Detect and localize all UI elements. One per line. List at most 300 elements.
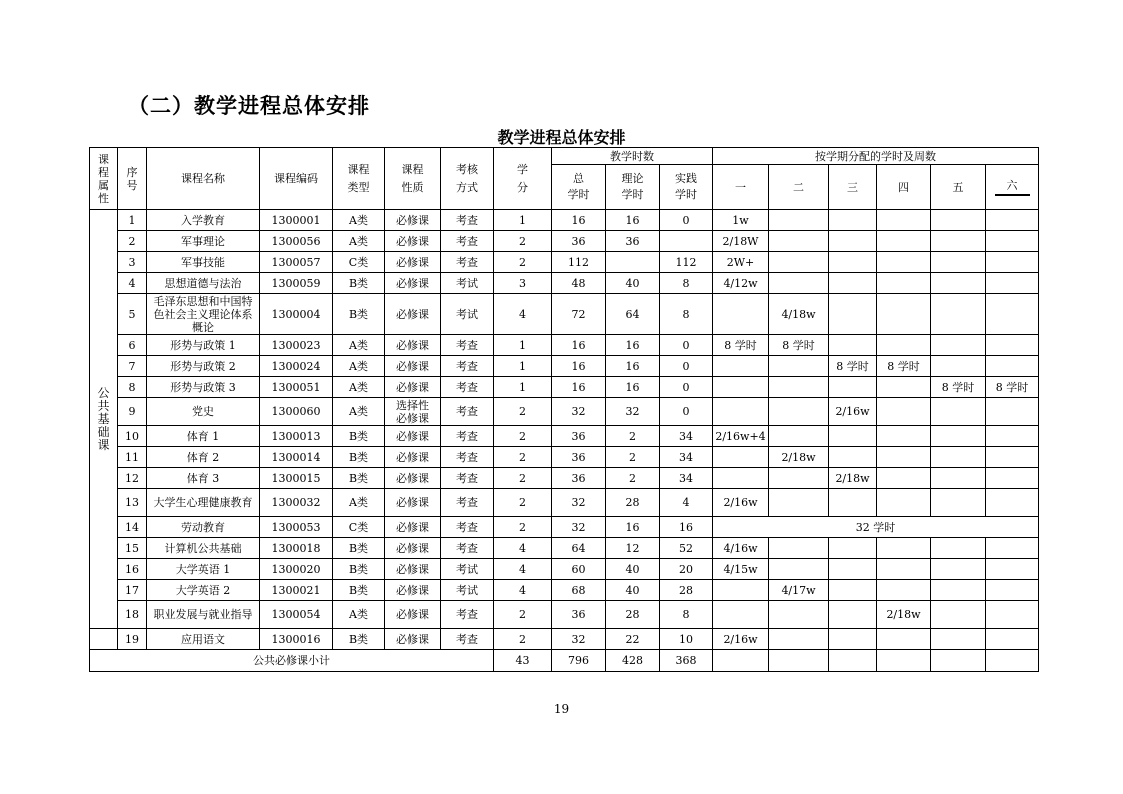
table-row [90, 273, 1039, 294]
semester-1-cell [713, 447, 769, 468]
semester-5-cell [931, 629, 986, 650]
course-code-cell: 1300024 [260, 356, 333, 377]
subtotal-theory-hours: 428 [606, 650, 660, 672]
semester-3-cell [829, 489, 877, 517]
semester-3-cell [829, 377, 877, 398]
table-row [90, 559, 1039, 580]
course-name-cell: 体育 1 [147, 426, 260, 447]
table-row [90, 398, 1039, 426]
semester-5-cell [931, 468, 986, 489]
semester-5-cell [931, 489, 986, 517]
total-hours-cell: 32 [552, 517, 606, 538]
header-assessment: 考核 方式 [441, 148, 494, 210]
course-name-cell: 体育 3 [147, 468, 260, 489]
subtotal-practice-hours: 368 [660, 650, 713, 672]
total-hours-cell: 68 [552, 580, 606, 601]
practice-hours-cell: 0 [660, 335, 713, 356]
course-name-cell: 毛泽东思想和中国特色社会主义理论体系概论 [147, 294, 260, 335]
table-row [90, 517, 1039, 538]
assessment-cell: 考查 [441, 252, 494, 273]
credits-cell: 4 [494, 580, 552, 601]
course-nature-cell: 必修课 [385, 252, 441, 273]
semester-3-cell [829, 294, 877, 335]
semester-2-cell [769, 559, 829, 580]
theory-hours-cell: 12 [606, 538, 660, 559]
subtotal-row [90, 650, 1039, 672]
semester-1-cell: 2/16w+4 [713, 426, 769, 447]
semester-6-cell [986, 468, 1039, 489]
course-name-cell: 大学生心理健康教育 [147, 489, 260, 517]
theory-hours-cell: 16 [606, 517, 660, 538]
course-nature-cell: 必修课 [385, 517, 441, 538]
semester-3-cell [829, 601, 877, 629]
semester-3-cell [829, 231, 877, 252]
theory-hours-cell: 36 [606, 231, 660, 252]
table-row [90, 601, 1039, 629]
seq-cell: 10 [118, 426, 147, 447]
table-row [90, 294, 1039, 335]
course-code-cell: 1300059 [260, 273, 333, 294]
semester-5-cell [931, 231, 986, 252]
course-nature-cell: 必修课 [385, 377, 441, 398]
course-nature-cell: 必修课 [385, 580, 441, 601]
semester-4-cell [877, 294, 931, 335]
course-code-cell: 1300054 [260, 601, 333, 629]
header-practice-hours: 实践 学时 [660, 165, 713, 210]
total-hours-cell: 16 [552, 335, 606, 356]
practice-hours-cell: 0 [660, 398, 713, 426]
credits-cell: 2 [494, 398, 552, 426]
total-hours-cell: 60 [552, 559, 606, 580]
semester-1-cell [713, 377, 769, 398]
semester-1-cell: 4/16w [713, 538, 769, 559]
course-name-cell: 形势与政策 2 [147, 356, 260, 377]
seq-cell: 18 [118, 601, 147, 629]
course-name-cell: 劳动教育 [147, 517, 260, 538]
semester-4-cell [877, 231, 931, 252]
course-code-cell: 1300001 [260, 210, 333, 231]
semester-4-cell [877, 398, 931, 426]
theory-hours-cell: 40 [606, 580, 660, 601]
category-cell-empty [90, 629, 118, 650]
course-nature-cell: 必修课 [385, 273, 441, 294]
header-semester-group: 按学期分配的学时及周数 [713, 148, 1039, 165]
credits-cell: 3 [494, 273, 552, 294]
assessment-cell: 考查 [441, 489, 494, 517]
semester-5-cell [931, 426, 986, 447]
practice-hours-cell: 0 [660, 377, 713, 398]
semester-6-cell [986, 210, 1039, 231]
header-course-code: 课程编码 [260, 148, 333, 210]
semester-5-cell [931, 447, 986, 468]
semester-5-cell [931, 294, 986, 335]
subtotal-credits: 43 [494, 650, 552, 672]
credits-cell: 2 [494, 447, 552, 468]
seq-cell: 13 [118, 489, 147, 517]
course-code-cell: 1300056 [260, 231, 333, 252]
theory-hours-cell: 22 [606, 629, 660, 650]
header-semester-1: 一 [713, 165, 769, 210]
semester-4-cell [877, 252, 931, 273]
course-name-cell: 入学教育 [147, 210, 260, 231]
seq-cell: 11 [118, 447, 147, 468]
semester-4-cell [877, 426, 931, 447]
credits-cell: 2 [494, 468, 552, 489]
credits-cell: 2 [494, 489, 552, 517]
seq-cell: 16 [118, 559, 147, 580]
total-hours-cell: 64 [552, 538, 606, 559]
practice-hours-cell: 8 [660, 273, 713, 294]
semester-merged-cell: 32 学时 [713, 517, 1039, 538]
semester-1-cell: 4/15w [713, 559, 769, 580]
seq-cell: 7 [118, 356, 147, 377]
total-hours-cell: 48 [552, 273, 606, 294]
semester-3-cell [829, 210, 877, 231]
seq-cell: 15 [118, 538, 147, 559]
credits-cell: 4 [494, 559, 552, 580]
subtotal-semester-1-cell [713, 650, 769, 672]
credits-cell: 1 [494, 356, 552, 377]
course-type-cell: B类 [333, 538, 385, 559]
subtotal-semester-5-cell [931, 650, 986, 672]
total-hours-cell: 36 [552, 601, 606, 629]
practice-hours-cell: 112 [660, 252, 713, 273]
semester-2-cell: 4/18w [769, 294, 829, 335]
course-code-cell: 1300004 [260, 294, 333, 335]
semester-1-cell: 1w [713, 210, 769, 231]
course-code-cell: 1300032 [260, 489, 333, 517]
assessment-cell: 考试 [441, 559, 494, 580]
semester-6-cell [986, 294, 1039, 335]
semester-1-cell [713, 580, 769, 601]
subtotal-semester-6-cell [986, 650, 1039, 672]
course-type-cell: B类 [333, 468, 385, 489]
theory-hours-cell: 16 [606, 335, 660, 356]
course-code-cell: 1300057 [260, 252, 333, 273]
credits-cell: 2 [494, 517, 552, 538]
credits-cell: 4 [494, 294, 552, 335]
course-type-cell: A类 [333, 335, 385, 356]
assessment-cell: 考查 [441, 629, 494, 650]
table-row [90, 538, 1039, 559]
course-code-cell: 1300051 [260, 377, 333, 398]
header-semester-4: 四 [877, 165, 931, 210]
theory-hours-cell: 32 [606, 398, 660, 426]
total-hours-cell: 36 [552, 468, 606, 489]
semester-2-cell [769, 252, 829, 273]
credits-cell: 4 [494, 538, 552, 559]
practice-hours-cell [660, 231, 713, 252]
table-row [90, 335, 1039, 356]
practice-hours-cell: 10 [660, 629, 713, 650]
course-name-cell: 军事技能 [147, 252, 260, 273]
semester-1-cell: 8 学时 [713, 335, 769, 356]
semester-1-cell: 2W+ [713, 252, 769, 273]
course-nature-cell: 选择性 必修课 [385, 398, 441, 426]
semester-2-cell [769, 489, 829, 517]
header-course-type: 课程 类型 [333, 148, 385, 210]
semester-6-cell [986, 335, 1039, 356]
table-row [90, 377, 1039, 398]
semester-2-cell [769, 210, 829, 231]
course-name-cell: 形势与政策 3 [147, 377, 260, 398]
course-name-cell: 体育 2 [147, 447, 260, 468]
semester-3-cell [829, 580, 877, 601]
course-type-cell: B类 [333, 580, 385, 601]
semester-4-cell [877, 489, 931, 517]
theory-hours-cell: 16 [606, 377, 660, 398]
table-body [90, 210, 1039, 672]
table-row [90, 580, 1039, 601]
course-nature-cell: 必修课 [385, 294, 441, 335]
semester-1-cell [713, 294, 769, 335]
course-type-cell: C类 [333, 252, 385, 273]
course-nature-cell: 必修课 [385, 559, 441, 580]
course-nature-cell: 必修课 [385, 231, 441, 252]
semester-4-cell: 8 学时 [877, 356, 931, 377]
seq-cell: 2 [118, 231, 147, 252]
semester-1-cell: 2/16w [713, 489, 769, 517]
assessment-cell: 考查 [441, 447, 494, 468]
subtotal-semester-3-cell [829, 650, 877, 672]
course-type-cell: A类 [333, 601, 385, 629]
theory-hours-cell: 16 [606, 210, 660, 231]
semester-3-cell [829, 538, 877, 559]
practice-hours-cell: 4 [660, 489, 713, 517]
assessment-cell: 考查 [441, 377, 494, 398]
header-semester-3: 三 [829, 165, 877, 210]
semester-6-cell [986, 538, 1039, 559]
header-semester-5: 五 [931, 165, 986, 210]
credits-cell: 2 [494, 252, 552, 273]
credits-cell: 1 [494, 335, 552, 356]
course-name-cell: 职业发展与就业指导 [147, 601, 260, 629]
semester-5-cell: 8 学时 [931, 377, 986, 398]
total-hours-cell: 32 [552, 489, 606, 517]
seq-cell: 9 [118, 398, 147, 426]
semester-6-cell [986, 252, 1039, 273]
semester-5-cell [931, 252, 986, 273]
section-heading: （二）教学进程总体安排 [128, 94, 370, 118]
semester-6-cell [986, 559, 1039, 580]
practice-hours-cell: 34 [660, 426, 713, 447]
semester-4-cell: 2/18w [877, 601, 931, 629]
course-type-cell: B类 [333, 559, 385, 580]
semester-1-cell: 4/12w [713, 273, 769, 294]
course-nature-cell: 必修课 [385, 468, 441, 489]
course-nature-cell: 必修课 [385, 210, 441, 231]
semester-4-cell [877, 580, 931, 601]
course-code-cell: 1300016 [260, 629, 333, 650]
course-nature-cell: 必修课 [385, 335, 441, 356]
table-row [90, 356, 1039, 377]
semester-5-cell [931, 356, 986, 377]
semester-2-cell [769, 538, 829, 559]
table-row [90, 629, 1039, 650]
credits-cell: 2 [494, 426, 552, 447]
semester-3-cell [829, 335, 877, 356]
total-hours-cell: 16 [552, 210, 606, 231]
semester-4-cell [877, 447, 931, 468]
practice-hours-cell: 0 [660, 356, 713, 377]
course-code-cell: 1300020 [260, 559, 333, 580]
seq-cell: 5 [118, 294, 147, 335]
course-type-cell: B类 [333, 294, 385, 335]
course-code-cell: 1300021 [260, 580, 333, 601]
semester-5-cell [931, 398, 986, 426]
course-code-cell: 1300053 [260, 517, 333, 538]
semester-4-cell [877, 377, 931, 398]
semester-3-cell [829, 252, 877, 273]
course-type-cell: A类 [333, 356, 385, 377]
course-nature-cell: 必修课 [385, 447, 441, 468]
course-code-cell: 1300013 [260, 426, 333, 447]
semester-2-cell [769, 231, 829, 252]
total-hours-cell: 36 [552, 426, 606, 447]
semester-1-cell [713, 398, 769, 426]
semester-3-cell [829, 426, 877, 447]
practice-hours-cell: 34 [660, 447, 713, 468]
semester-1-cell [713, 468, 769, 489]
course-code-cell: 1300015 [260, 468, 333, 489]
course-name-cell: 应用语文 [147, 629, 260, 650]
course-type-cell: C类 [333, 517, 385, 538]
semester-5-cell [931, 273, 986, 294]
assessment-cell: 考试 [441, 294, 494, 335]
semester-5-cell [931, 601, 986, 629]
course-type-cell: A类 [333, 377, 385, 398]
course-name-cell: 大学英语 2 [147, 580, 260, 601]
seq-cell: 17 [118, 580, 147, 601]
semester-4-cell [877, 468, 931, 489]
semester-6-cell [986, 231, 1039, 252]
page-number: 19 [553, 702, 570, 716]
semester-3-cell: 2/18w [829, 468, 877, 489]
assessment-cell: 考查 [441, 468, 494, 489]
course-type-cell: A类 [333, 231, 385, 252]
seq-cell: 14 [118, 517, 147, 538]
semester-2-cell [769, 629, 829, 650]
credits-cell: 2 [494, 629, 552, 650]
course-name-cell: 计算机公共基础 [147, 538, 260, 559]
theory-hours-cell: 28 [606, 489, 660, 517]
semester-4-cell [877, 335, 931, 356]
semester-2-cell [769, 273, 829, 294]
course-name-cell: 思想道德与法治 [147, 273, 260, 294]
semester-1-cell: 2/16w [713, 629, 769, 650]
semester-3-cell [829, 559, 877, 580]
assessment-cell: 考查 [441, 231, 494, 252]
practice-hours-cell: 34 [660, 468, 713, 489]
practice-hours-cell: 0 [660, 210, 713, 231]
table-row [90, 489, 1039, 517]
assessment-cell: 考试 [441, 580, 494, 601]
semester-3-cell: 2/16w [829, 398, 877, 426]
semester-1-cell [713, 356, 769, 377]
total-hours-cell: 36 [552, 231, 606, 252]
header-course-name: 课程名称 [147, 148, 260, 210]
semester-5-cell [931, 580, 986, 601]
total-hours-cell: 36 [552, 447, 606, 468]
subtotal-semester-4-cell [877, 650, 931, 672]
header-credits: 学 分 [494, 148, 552, 210]
semester-6-cell [986, 489, 1039, 517]
assessment-cell: 考查 [441, 335, 494, 356]
header-semester-2: 二 [769, 165, 829, 210]
assessment-cell: 考查 [441, 210, 494, 231]
semester-6-cell [986, 447, 1039, 468]
assessment-cell: 考试 [441, 273, 494, 294]
semester-4-cell [877, 559, 931, 580]
course-type-cell: A类 [333, 398, 385, 426]
assessment-cell: 考查 [441, 538, 494, 559]
table-row [90, 231, 1039, 252]
subtotal-label: 公共必修课小计 [90, 650, 494, 672]
course-name-cell: 党史 [147, 398, 260, 426]
credits-cell: 1 [494, 377, 552, 398]
total-hours-cell: 32 [552, 629, 606, 650]
practice-hours-cell: 16 [660, 517, 713, 538]
table-row [90, 252, 1039, 273]
table-row [90, 210, 1039, 231]
semester-6-cell: 8 学时 [986, 377, 1039, 398]
semester-2-cell: 8 学时 [769, 335, 829, 356]
course-nature-cell: 必修课 [385, 356, 441, 377]
semester-1-cell [713, 601, 769, 629]
course-code-cell: 1300018 [260, 538, 333, 559]
header-total-hours: 总 学时 [552, 165, 606, 210]
seq-cell: 12 [118, 468, 147, 489]
course-type-cell: B类 [333, 273, 385, 294]
semester-3-cell [829, 629, 877, 650]
semester-3-cell [829, 447, 877, 468]
total-hours-cell: 16 [552, 356, 606, 377]
course-type-cell: B类 [333, 629, 385, 650]
course-name-cell: 形势与政策 1 [147, 335, 260, 356]
practice-hours-cell: 8 [660, 601, 713, 629]
course-nature-cell: 必修课 [385, 426, 441, 447]
seq-cell: 1 [118, 210, 147, 231]
theory-hours-cell: 64 [606, 294, 660, 335]
theory-hours-cell [606, 252, 660, 273]
semester-1-cell: 2/18W [713, 231, 769, 252]
credits-cell: 2 [494, 601, 552, 629]
category-cell: 公 共 基 础 课 [90, 210, 118, 629]
semester-6-cell [986, 356, 1039, 377]
header-course-nature: 课程 性质 [385, 148, 441, 210]
theory-hours-cell: 28 [606, 601, 660, 629]
assessment-cell: 考查 [441, 601, 494, 629]
total-hours-cell: 112 [552, 252, 606, 273]
semester-3-cell: 8 学时 [829, 356, 877, 377]
semester-4-cell [877, 629, 931, 650]
theory-hours-cell: 2 [606, 426, 660, 447]
seq-cell: 4 [118, 273, 147, 294]
course-type-cell: A类 [333, 210, 385, 231]
course-nature-cell: 必修课 [385, 489, 441, 517]
header-seq: 序 号 [118, 148, 147, 210]
course-code-cell: 1300060 [260, 398, 333, 426]
semester-2-cell [769, 426, 829, 447]
header-theory-hours: 理论 学时 [606, 165, 660, 210]
semester-6-cell [986, 273, 1039, 294]
table-row [90, 447, 1039, 468]
semester-4-cell [877, 273, 931, 294]
assessment-cell: 考查 [441, 398, 494, 426]
credits-cell: 1 [494, 210, 552, 231]
total-hours-cell: 16 [552, 377, 606, 398]
theory-hours-cell: 16 [606, 356, 660, 377]
